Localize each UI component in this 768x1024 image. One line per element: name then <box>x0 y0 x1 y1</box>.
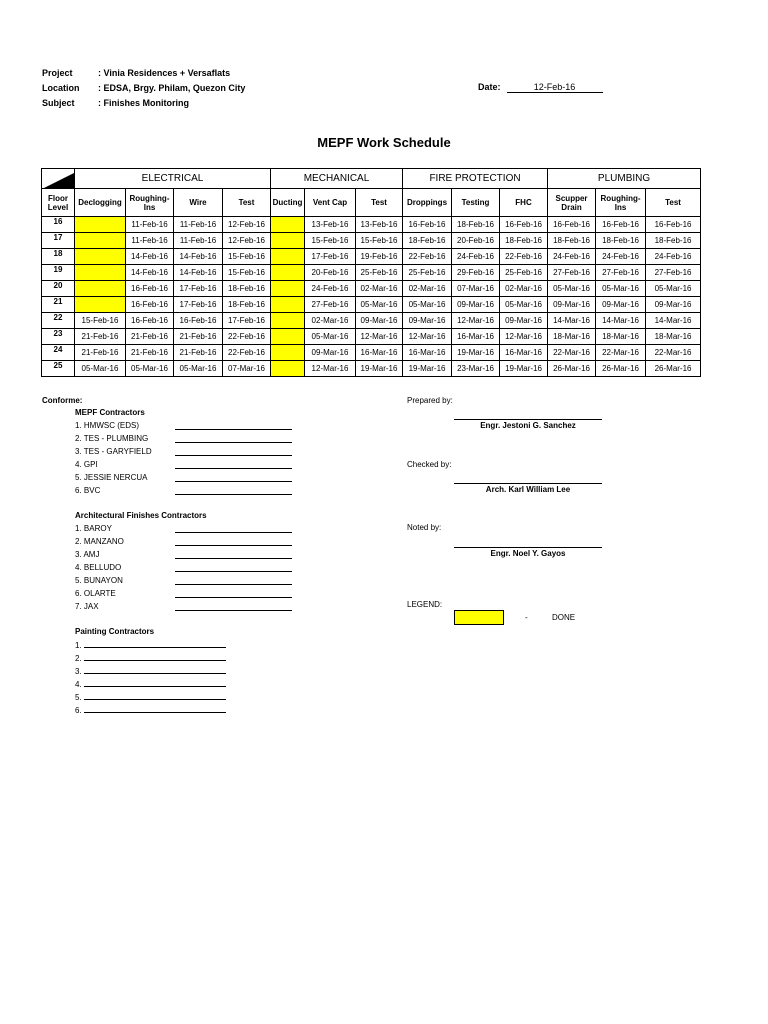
declogging-cell <box>75 265 126 281</box>
scupper-drain-cell: 18-Feb-16 <box>548 233 596 249</box>
list-item <box>75 548 207 561</box>
droppings-cell: 16-Feb-16 <box>403 217 452 233</box>
list-item <box>75 522 207 535</box>
legend-done-text: DONE <box>552 613 576 622</box>
ducting-cell <box>271 297 305 313</box>
wire-cell: 17-Feb-16 <box>174 281 223 297</box>
wire-cell: 21-Feb-16 <box>174 345 223 361</box>
wire-cell: 16-Feb-16 <box>174 313 223 329</box>
droppings-cell: 12-Mar-16 <box>403 329 452 345</box>
testing-cell: 20-Feb-16 <box>452 233 500 249</box>
checked-name: Arch. Karl William Lee <box>485 485 571 494</box>
testing-cell: 16-Mar-16 <box>452 329 500 345</box>
plumbing-roughing-ins-cell: 14-Mar-16 <box>596 313 646 329</box>
fhc-cell: 25-Feb-16 <box>500 265 548 281</box>
electrical-test-cell: 17-Feb-16 <box>223 313 271 329</box>
droppings-cell: 05-Mar-16 <box>403 297 452 313</box>
list-item <box>75 535 207 548</box>
contractor-name: 3. AMJ <box>75 550 100 559</box>
col-roughing-ins: Roughing-Ins <box>126 189 174 217</box>
vent-cap-cell: 27-Feb-16 <box>305 297 356 313</box>
col-ducting: Ducting <box>271 189 305 217</box>
scupper-drain-cell: 27-Feb-16 <box>548 265 596 281</box>
floor-level-cell: 16 <box>42 217 75 233</box>
noted-label: Noted by: <box>407 523 442 532</box>
signature-blank <box>175 601 292 611</box>
contractor-name: 6. BVC <box>75 486 101 495</box>
contractor-name: 3. TES - GARYFIELD <box>75 447 152 456</box>
fhc-cell: 18-Feb-16 <box>500 233 548 249</box>
table-row <box>42 233 701 249</box>
list-item <box>75 458 152 471</box>
testing-cell: 09-Mar-16 <box>452 297 500 313</box>
ducting-cell <box>271 361 305 377</box>
roughing-ins-cell: 16-Feb-16 <box>126 313 174 329</box>
contractor-name: 4. <box>75 680 82 689</box>
mechanical-test-cell: 15-Feb-16 <box>356 233 403 249</box>
plumbing-roughing-ins-cell: 18-Feb-16 <box>596 233 646 249</box>
project-value: : Vinia Residences + Versaflats <box>98 68 231 78</box>
group-electrical: ELECTRICAL <box>75 169 271 189</box>
column-header-row <box>42 189 701 217</box>
signature-blank <box>175 446 292 456</box>
arch-list <box>75 522 207 613</box>
plumbing-test-cell: 22-Mar-16 <box>646 345 701 361</box>
ducting-cell <box>271 249 305 265</box>
corner-diagonal-shape <box>42 169 75 189</box>
col-mechanical-test: Test <box>356 189 403 217</box>
vent-cap-cell: 05-Mar-16 <box>305 329 356 345</box>
contractor-name: 2. TES - PLUMBING <box>75 434 149 443</box>
signature-blank <box>175 562 292 572</box>
floor-level-cell: 24 <box>42 345 75 361</box>
contractor-name: 4. GPI <box>75 460 98 469</box>
roughing-ins-cell: 16-Feb-16 <box>126 281 174 297</box>
roughing-ins-cell: 14-Feb-16 <box>126 249 174 265</box>
project-info <box>42 66 245 111</box>
date-field <box>478 82 603 93</box>
table-row <box>42 249 701 265</box>
project-label: Project <box>42 68 73 78</box>
droppings-cell: 22-Feb-16 <box>403 249 452 265</box>
contractor-name: 3. <box>75 667 82 676</box>
contractor-name: 2. <box>75 654 82 663</box>
plumbing-roughing-ins-cell: 16-Feb-16 <box>596 217 646 233</box>
contractor-name: 1. BAROY <box>75 524 112 533</box>
paint-list <box>75 638 226 716</box>
fhc-cell: 12-Mar-16 <box>500 329 548 345</box>
table-row <box>42 265 701 281</box>
signature-blank <box>84 638 226 648</box>
signature-blank <box>175 420 292 430</box>
wire-cell: 21-Feb-16 <box>174 329 223 345</box>
fhc-cell: 22-Feb-16 <box>500 249 548 265</box>
legend-done-swatch <box>454 610 504 625</box>
arch-heading: Architectural Finishes Contractors <box>75 511 207 520</box>
vent-cap-cell: 13-Feb-16 <box>305 217 356 233</box>
vent-cap-cell: 20-Feb-16 <box>305 265 356 281</box>
plumbing-test-cell: 14-Mar-16 <box>646 313 701 329</box>
roughing-ins-cell: 11-Feb-16 <box>126 233 174 249</box>
roughing-ins-cell: 16-Feb-16 <box>126 297 174 313</box>
scupper-drain-cell: 24-Feb-16 <box>548 249 596 265</box>
mechanical-test-cell: 19-Mar-16 <box>356 361 403 377</box>
vent-cap-cell: 12-Mar-16 <box>305 361 356 377</box>
list-item <box>75 587 207 600</box>
prepared-signature-line <box>454 419 602 420</box>
roughing-ins-cell: 05-Mar-16 <box>126 361 174 377</box>
mechanical-test-cell: 13-Feb-16 <box>356 217 403 233</box>
droppings-cell: 02-Mar-16 <box>403 281 452 297</box>
legend-dash: - <box>525 613 528 622</box>
mechanical-test-cell: 05-Mar-16 <box>356 297 403 313</box>
signature-blank <box>84 677 226 687</box>
list-item <box>75 445 152 458</box>
signature-blank <box>175 472 292 482</box>
col-declogging: Declogging <box>75 189 126 217</box>
electrical-test-cell: 15-Feb-16 <box>223 265 271 281</box>
location-label: Location <box>42 83 80 93</box>
floor-level-cell: 18 <box>42 249 75 265</box>
group-plumbing: PLUMBING <box>548 169 701 189</box>
roughing-ins-cell: 11-Feb-16 <box>126 217 174 233</box>
floor-level-cell: 20 <box>42 281 75 297</box>
plumbing-test-cell: 18-Feb-16 <box>646 233 701 249</box>
mechanical-test-cell: 16-Mar-16 <box>356 345 403 361</box>
mechanical-test-cell: 09-Mar-16 <box>356 313 403 329</box>
floor-level-cell: 23 <box>42 329 75 345</box>
droppings-cell: 19-Mar-16 <box>403 361 452 377</box>
ducting-cell <box>271 345 305 361</box>
declogging-cell <box>75 281 126 297</box>
contractor-name: 4. BELLUDO <box>75 563 122 572</box>
group-header-row <box>42 169 701 189</box>
contractor-name: 7. JAX <box>75 602 99 611</box>
droppings-cell: 16-Mar-16 <box>403 345 452 361</box>
declogging-cell <box>75 249 126 265</box>
list-item <box>75 690 226 703</box>
plumbing-test-cell: 05-Mar-16 <box>646 281 701 297</box>
table-row <box>42 281 701 297</box>
vent-cap-cell: 15-Feb-16 <box>305 233 356 249</box>
signature-blank <box>175 485 292 495</box>
ducting-cell <box>271 265 305 281</box>
mepf-contractors <box>75 406 152 497</box>
fhc-cell: 02-Mar-16 <box>500 281 548 297</box>
floor-level-cell: 25 <box>42 361 75 377</box>
col-vent-cap: Vent Cap <box>305 189 356 217</box>
corner-cell <box>42 169 75 189</box>
roughing-ins-cell: 21-Feb-16 <box>126 345 174 361</box>
date-value: 12-Feb-16 <box>507 82 603 93</box>
col-plumbing-roughing-ins: Roughing-Ins <box>596 189 646 217</box>
prepared-label: Prepared by: <box>407 396 453 405</box>
contractor-name: 6. <box>75 706 82 715</box>
group-fire-protection: FIRE PROTECTION <box>403 169 548 189</box>
list-item <box>75 651 226 664</box>
signature-blank <box>175 459 292 469</box>
schedule-body <box>42 217 701 377</box>
wire-cell: 14-Feb-16 <box>174 265 223 281</box>
declogging-cell: 21-Feb-16 <box>75 329 126 345</box>
floor-level-cell: 21 <box>42 297 75 313</box>
scupper-drain-cell: 22-Mar-16 <box>548 345 596 361</box>
list-item <box>75 419 152 432</box>
electrical-test-cell: 12-Feb-16 <box>223 217 271 233</box>
vent-cap-cell: 24-Feb-16 <box>305 281 356 297</box>
mepf-heading: MEPF Contractors <box>75 408 145 417</box>
col-plumbing-test: Test <box>646 189 701 217</box>
vent-cap-cell: 09-Mar-16 <box>305 345 356 361</box>
wire-cell: 11-Feb-16 <box>174 233 223 249</box>
plumbing-roughing-ins-cell: 22-Mar-16 <box>596 345 646 361</box>
ducting-cell <box>271 233 305 249</box>
contractor-name: 1. HMWSC (EDS) <box>75 421 139 430</box>
declogging-cell <box>75 217 126 233</box>
contractor-name: 2. MANZANO <box>75 537 124 546</box>
plumbing-test-cell: 09-Mar-16 <box>646 297 701 313</box>
ducting-cell <box>271 281 305 297</box>
scupper-drain-cell: 14-Mar-16 <box>548 313 596 329</box>
ducting-cell <box>271 217 305 233</box>
contractor-name: 5. BUNAYON <box>75 576 123 585</box>
col-scupper-drain: Scupper Drain <box>548 189 596 217</box>
list-item <box>75 561 207 574</box>
fhc-cell: 19-Mar-16 <box>500 361 548 377</box>
contractor-name: 5. JESSIE NERCUA <box>75 473 148 482</box>
declogging-cell: 21-Feb-16 <box>75 345 126 361</box>
wire-cell: 05-Mar-16 <box>174 361 223 377</box>
plumbing-roughing-ins-cell: 18-Mar-16 <box>596 329 646 345</box>
table-row <box>42 361 701 377</box>
testing-cell: 07-Mar-16 <box>452 281 500 297</box>
table-row <box>42 297 701 313</box>
location-value: : EDSA, Brgy. Philam, Quezon City <box>98 83 246 93</box>
electrical-test-cell: 18-Feb-16 <box>223 281 271 297</box>
subject-value: : Finishes Monitoring <box>98 98 189 108</box>
list-item <box>75 638 226 651</box>
mechanical-test-cell: 25-Feb-16 <box>356 265 403 281</box>
signature-blank <box>84 651 226 661</box>
list-item <box>75 471 152 484</box>
declogging-cell: 15-Feb-16 <box>75 313 126 329</box>
wire-cell: 14-Feb-16 <box>174 249 223 265</box>
signature-blank <box>175 575 292 585</box>
group-mechanical: MECHANICAL <box>271 169 403 189</box>
droppings-cell: 25-Feb-16 <box>403 265 452 281</box>
col-droppings: Droppings <box>403 189 452 217</box>
signature-blank <box>84 690 226 700</box>
fhc-cell: 09-Mar-16 <box>500 313 548 329</box>
plumbing-test-cell: 24-Feb-16 <box>646 249 701 265</box>
paint-heading: Painting Contractors <box>75 627 155 636</box>
ducting-cell <box>271 313 305 329</box>
electrical-test-cell: 07-Mar-16 <box>223 361 271 377</box>
list-item <box>75 600 207 613</box>
wire-cell: 11-Feb-16 <box>174 217 223 233</box>
signature-blank <box>175 433 292 443</box>
roughing-ins-cell: 21-Feb-16 <box>126 329 174 345</box>
floor-level-cell: 19 <box>42 265 75 281</box>
scupper-drain-cell: 09-Mar-16 <box>548 297 596 313</box>
electrical-test-cell: 22-Feb-16 <box>223 329 271 345</box>
list-item <box>75 664 226 677</box>
plumbing-test-cell: 16-Feb-16 <box>646 217 701 233</box>
testing-cell: 23-Mar-16 <box>452 361 500 377</box>
mechanical-test-cell: 12-Mar-16 <box>356 329 403 345</box>
arch-contractors <box>75 509 207 613</box>
subject-row <box>42 96 245 111</box>
location-row <box>42 81 245 96</box>
plumbing-roughing-ins-cell: 27-Feb-16 <box>596 265 646 281</box>
testing-cell: 29-Feb-16 <box>452 265 500 281</box>
declogging-cell <box>75 233 126 249</box>
declogging-cell: 05-Mar-16 <box>75 361 126 377</box>
schedule-table <box>41 168 701 377</box>
fhc-cell: 16-Mar-16 <box>500 345 548 361</box>
contractor-name: 1. <box>75 641 82 650</box>
floor-level-cell: 22 <box>42 313 75 329</box>
col-fhc: FHC <box>500 189 548 217</box>
contractor-name: 5. <box>75 693 82 702</box>
droppings-cell: 09-Mar-16 <box>403 313 452 329</box>
declogging-cell <box>75 297 126 313</box>
plumbing-roughing-ins-cell: 24-Feb-16 <box>596 249 646 265</box>
electrical-test-cell: 22-Feb-16 <box>223 345 271 361</box>
conforme-label: Conforme: <box>42 396 83 405</box>
scupper-drain-cell: 16-Feb-16 <box>548 217 596 233</box>
signature-blank <box>175 523 292 533</box>
signature-blank <box>84 664 226 674</box>
subject-label: Subject <box>42 98 75 108</box>
table-row <box>42 217 701 233</box>
wire-cell: 17-Feb-16 <box>174 297 223 313</box>
table-row <box>42 313 701 329</box>
list-item <box>75 574 207 587</box>
signature-blank <box>175 549 292 559</box>
fhc-cell: 05-Mar-16 <box>500 297 548 313</box>
plumbing-test-cell: 27-Feb-16 <box>646 265 701 281</box>
electrical-test-cell: 18-Feb-16 <box>223 297 271 313</box>
legend-label: LEGEND: <box>407 600 443 609</box>
col-wire: Wire <box>174 189 223 217</box>
project-row <box>42 66 245 81</box>
mechanical-test-cell: 02-Mar-16 <box>356 281 403 297</box>
droppings-cell: 18-Feb-16 <box>403 233 452 249</box>
scupper-drain-cell: 05-Mar-16 <box>548 281 596 297</box>
col-floor-level: Floor Level <box>42 189 75 217</box>
contractor-name: 6. OLARTE <box>75 589 116 598</box>
signature-blank <box>84 703 226 713</box>
signature-blank <box>175 588 292 598</box>
plumbing-roughing-ins-cell: 26-Mar-16 <box>596 361 646 377</box>
testing-cell: 18-Feb-16 <box>452 217 500 233</box>
electrical-test-cell: 15-Feb-16 <box>223 249 271 265</box>
list-item <box>75 432 152 445</box>
vent-cap-cell: 17-Feb-16 <box>305 249 356 265</box>
roughing-ins-cell: 14-Feb-16 <box>126 265 174 281</box>
testing-cell: 12-Mar-16 <box>452 313 500 329</box>
list-item <box>75 703 226 716</box>
checked-label: Checked by: <box>407 460 452 469</box>
vent-cap-cell: 02-Mar-16 <box>305 313 356 329</box>
plumbing-roughing-ins-cell: 09-Mar-16 <box>596 297 646 313</box>
fhc-cell: 16-Feb-16 <box>500 217 548 233</box>
scupper-drain-cell: 18-Mar-16 <box>548 329 596 345</box>
col-electrical-test: Test <box>223 189 271 217</box>
noted-name: Engr. Noel Y. Gayos <box>490 549 566 558</box>
plumbing-roughing-ins-cell: 05-Mar-16 <box>596 281 646 297</box>
electrical-test-cell: 12-Feb-16 <box>223 233 271 249</box>
painting-contractors <box>75 625 226 716</box>
plumbing-test-cell: 26-Mar-16 <box>646 361 701 377</box>
page-title: MEPF Work Schedule <box>317 135 451 150</box>
mepf-list <box>75 419 152 497</box>
testing-cell: 24-Feb-16 <box>452 249 500 265</box>
list-item <box>75 677 226 690</box>
list-item <box>75 484 152 497</box>
signature-blank <box>175 536 292 546</box>
table-row <box>42 329 701 345</box>
date-label: Date: <box>478 82 501 92</box>
checked-signature-line <box>454 483 602 484</box>
floor-level-cell: 17 <box>42 233 75 249</box>
testing-cell: 19-Mar-16 <box>452 345 500 361</box>
mechanical-test-cell: 19-Feb-16 <box>356 249 403 265</box>
noted-signature-line <box>454 547 602 548</box>
col-testing: Testing <box>452 189 500 217</box>
plumbing-test-cell: 18-Mar-16 <box>646 329 701 345</box>
table-row <box>42 345 701 361</box>
scupper-drain-cell: 26-Mar-16 <box>548 361 596 377</box>
prepared-name: Engr. Jestoni G. Sanchez <box>480 421 576 430</box>
ducting-cell <box>271 329 305 345</box>
